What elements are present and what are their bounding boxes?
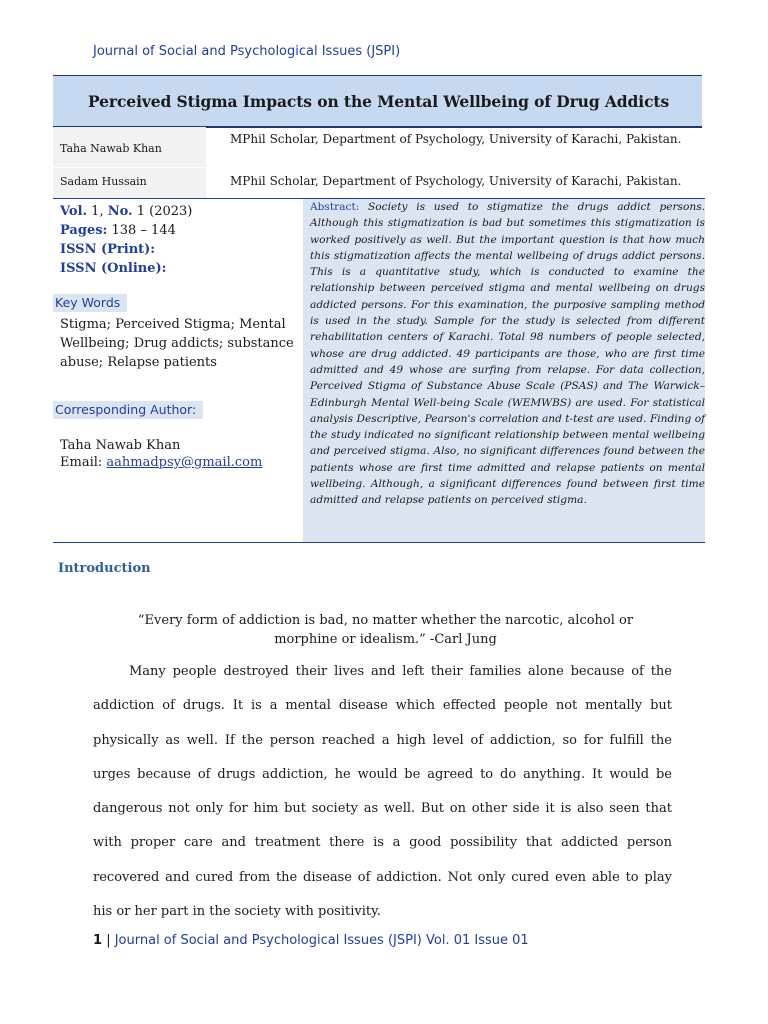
vol-value: 1 <box>91 204 100 219</box>
email-label: Email: <box>60 455 103 470</box>
divider <box>53 542 705 543</box>
email-link[interactable]: aahmadpsy@gmail.com <box>106 455 263 470</box>
quote-line: morphine or idealism.” -Carl Jung <box>274 632 497 647</box>
page-number: 1 <box>93 933 103 948</box>
author-name: Taha Nawab Khan <box>53 127 206 167</box>
title-box <box>53 75 702 128</box>
corresponding-label: Corresponding Author: <box>53 401 203 419</box>
quote-line: “Every form of addiction is bad, no matter whether the narcotic, alcohol or <box>137 613 634 628</box>
paper-title: Perceived Stigma Impacts on the Mental Wellbeing of Drug Addicts <box>88 92 670 111</box>
abstract-body: Society is used to stigmatize the drugs addict persons. Although this stigmatization is bad but sometimes this stigmatization is worked positively as well. But the important question is that how much this stigmatization affects the mental wellbeing of drugs addict persons. This is a quantitative study, which is conducted to examine the relationship between perceived stigma and mental wellbeing on drugs addicted persons. For this examination, the purposive sampling method is used in the study. Sample for the study is selected from different rehabilitation centers of Karachi. Total 98 numbers of people selected, whose are drug addicted. 49 participants are those, who are first time admitted and 49 whose are surfing from relapse. For data collection, Perceived Stigma of Substance Abuse Scale (PSAS) and The Warwick–Edinburgh Mental Well-being Scale (WEMWBS) are used. For statistical analysis Descriptive, Pearson's correlation and t-test are used. Finding of the study indicated no significant relationship between mental wellbeing and perceived stigma. Also, no significant differences found between the patients whose are first time admitted and relapse patients on mental wellbeing. Although, a significant differences found between first time admitted and relapse patients on perceived stigma. <box>310 201 705 507</box>
corresponding-author <box>55 399 300 471</box>
keywords-label: Key Words <box>53 294 127 312</box>
author-affiliation: MPhil Scholar, Department of Psychology, University of Karachi, Pakistan. <box>230 132 682 146</box>
section-heading: Introduction <box>58 561 151 576</box>
article-meta <box>60 202 295 278</box>
author-row <box>53 168 705 198</box>
footer-journal: Journal of Social and Psychological Issues (JSPI) Vol. 01 Issue 01 <box>114 933 529 948</box>
keywords-text: Stigma; Perceived Stigma; Mental Wellbeing; Drug addicts; substance abuse; Relapse patients <box>60 317 294 370</box>
abstract-text <box>310 199 705 509</box>
email-line <box>60 454 300 471</box>
no-value: 1 (2023) <box>136 204 193 219</box>
vol-label: Vol. <box>60 204 88 219</box>
author-row <box>53 127 705 167</box>
epigraph-quote <box>93 611 678 649</box>
author-name: Sadam Hussain <box>53 168 206 198</box>
issn-online: ISSN (Online): <box>60 261 167 276</box>
pages-line <box>60 221 295 240</box>
journal-header: Journal of Social and Psychological Issues (JSPI) <box>93 44 401 59</box>
author-affiliation: MPhil Scholar, Department of Psychology, University of Karachi, Pakistan. <box>230 174 682 188</box>
pages-label: Pages: <box>60 223 108 238</box>
keywords-block <box>55 292 295 372</box>
no-label: No. <box>107 204 133 219</box>
pages-value: 138 – 144 <box>111 223 176 238</box>
page-footer <box>93 933 529 948</box>
corresponding-name: Taha Nawab Khan <box>60 438 181 453</box>
issn-print: ISSN (Print): <box>60 242 156 257</box>
abstract-box <box>303 199 705 542</box>
footer-separator: | <box>106 933 111 948</box>
abstract-label: Abstract: <box>310 201 360 213</box>
body-paragraph: Many people destroyed their lives and left their families alone because of the addiction of drugs. It is a mental disease which effected people not mentally but physically as well. If the person reached a high level of addiction, so for fulfill the urges because of drugs addiction, he would be agreed to do anything. It would be dangerous not only for him but society as well. But on other side it is also seen that with proper care and treatment there is a good possibility that addicted person recovered and cured from the disease of addiction. Not only cured even able to play his or her part in the society with positivity. <box>93 664 672 920</box>
volume-line: Vol. 1, No. 1 (2023) <box>60 204 193 219</box>
